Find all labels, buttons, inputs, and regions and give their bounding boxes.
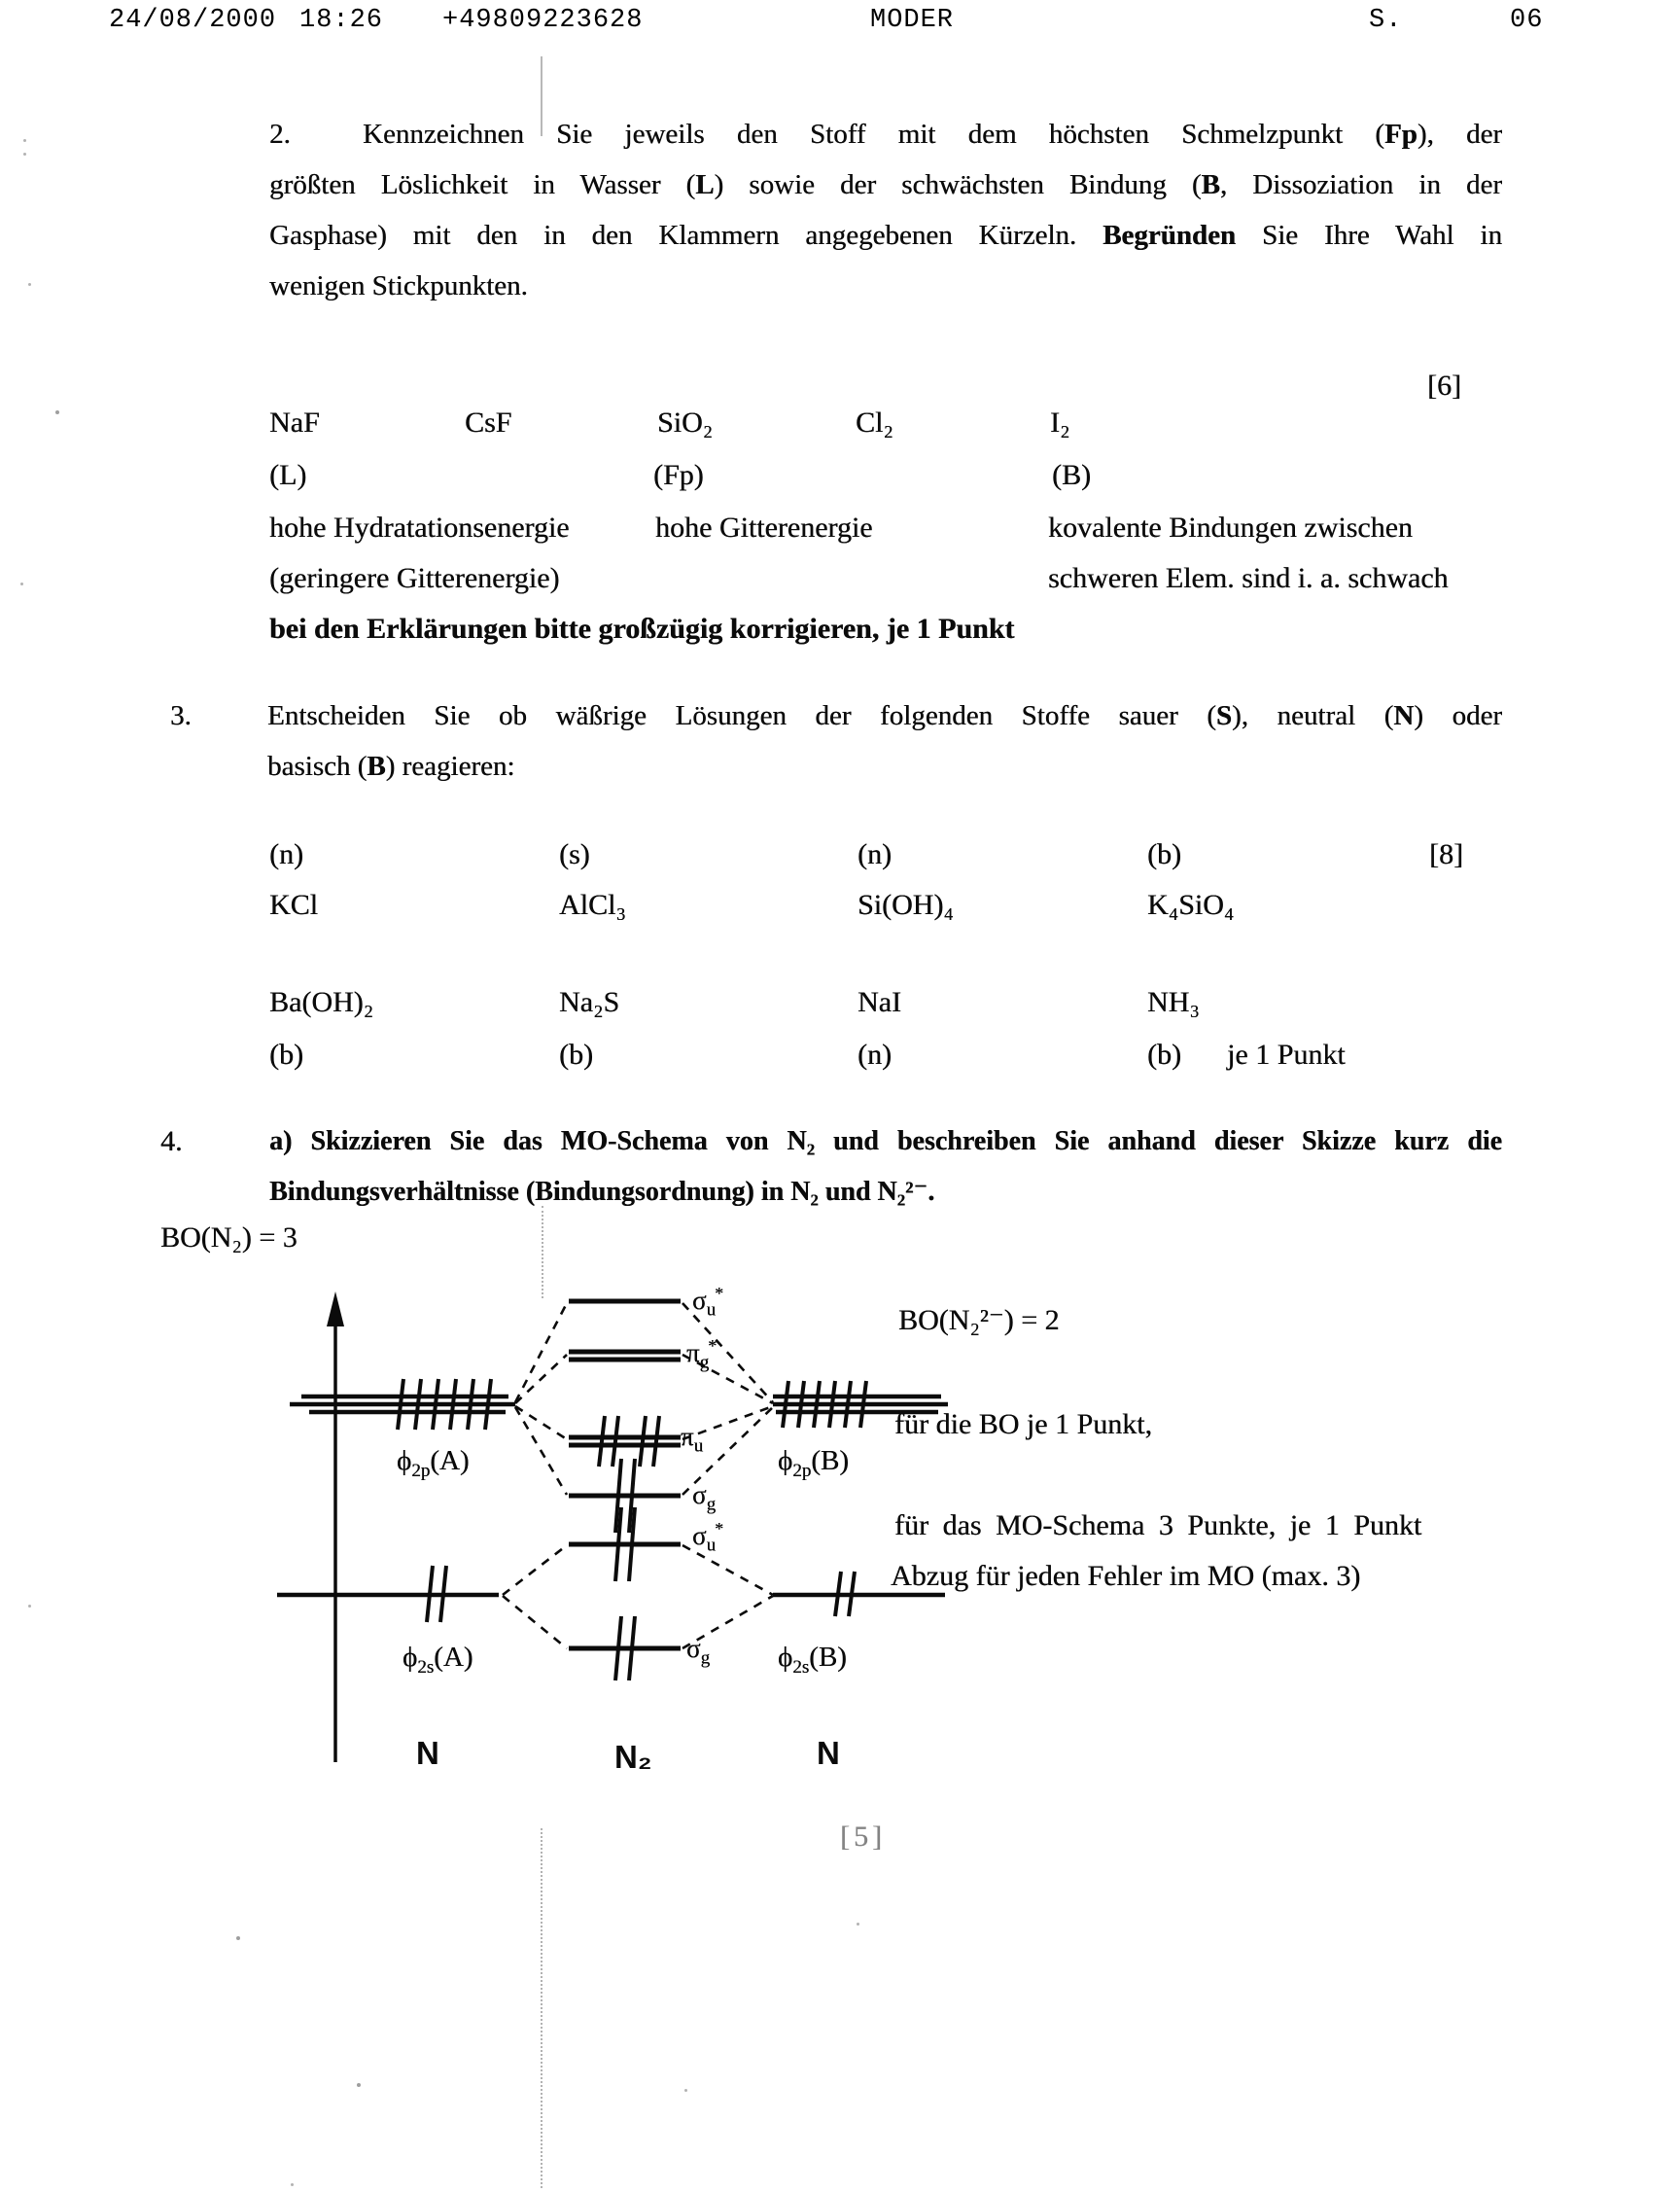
substance-sio2: SiO₂ bbox=[657, 407, 714, 439]
grid-r4c2: (b) bbox=[559, 1039, 593, 1071]
scan-artifact bbox=[541, 56, 542, 136]
greek-base: σ bbox=[692, 1521, 707, 1550]
q3-line-1 bbox=[267, 690, 1502, 741]
fax-page-number: 06 bbox=[1510, 6, 1544, 35]
grid-r2c1: KCl bbox=[269, 889, 319, 921]
substance-naf: NaF bbox=[269, 407, 320, 439]
orbital-sub: u bbox=[706, 1299, 717, 1321]
label-pi-g-star bbox=[686, 1336, 717, 1373]
text-segment-bold: B bbox=[1201, 169, 1220, 200]
q3-line-2 bbox=[267, 741, 1502, 792]
orbital-sub: g bbox=[700, 1647, 711, 1669]
scan-artifact bbox=[236, 1936, 240, 1940]
electron-arrows bbox=[398, 1379, 866, 1680]
expl-col1-line1: hohe Hydratationsenergie bbox=[269, 512, 570, 544]
orbital-sub: g bbox=[706, 1494, 717, 1515]
q3-number: 3. bbox=[170, 700, 192, 731]
text-segment-bold: Begründen bbox=[1102, 220, 1237, 251]
label-phi-2s-A bbox=[402, 1642, 472, 1679]
correlation-dashes bbox=[503, 1303, 773, 1648]
expl-col1-line2: (geringere Gitterenergie) bbox=[269, 562, 560, 594]
atom-ref: (A) bbox=[430, 1445, 470, 1476]
greek-base: σ bbox=[686, 1634, 701, 1663]
text-segment-bold: S bbox=[1215, 700, 1233, 731]
question-2-paragraph bbox=[269, 109, 1502, 311]
orbital-sub: g bbox=[699, 1352, 710, 1373]
grid-r3c2: Na₂S bbox=[559, 986, 620, 1018]
q2-points-badge: [6] bbox=[1427, 370, 1461, 402]
q4-bo-n2: BO(N₂) = 3 bbox=[160, 1221, 298, 1254]
orbital-sub: u bbox=[706, 1535, 717, 1556]
text-segment: a) Skizzieren Sie das MO-Schema von N₂ und beschreiben Sie anhand dieser Skizze kurz die bbox=[269, 1126, 1502, 1156]
text-segment: ) reagieren: bbox=[385, 751, 515, 782]
text-segment: wenigen Stickpunkten. bbox=[269, 270, 528, 301]
orbital-sub: 2p bbox=[792, 1460, 812, 1481]
atom-ref: (B) bbox=[809, 1642, 847, 1673]
deduction-note: Abzug für jeden Fehler im MO (max. 3) bbox=[891, 1560, 1361, 1592]
substance-cl2: Cl₂ bbox=[856, 407, 893, 439]
orbital-sub: 2p bbox=[411, 1460, 431, 1481]
grid-r1c1: (n) bbox=[269, 838, 303, 870]
greek-base: σ bbox=[692, 1480, 707, 1509]
text-segment: Gasphase) mit den in den Klammern angegebenen Kürzeln. bbox=[269, 220, 1103, 251]
atom-ref: (B) bbox=[811, 1445, 849, 1476]
label-pi-u bbox=[681, 1422, 703, 1457]
fax-phone: +49809223628 bbox=[442, 6, 644, 35]
q2-number: 2. bbox=[269, 119, 291, 150]
atom-label-N-right: N bbox=[817, 1735, 840, 1771]
text-segment: größten Löslichkeit in Wasser ( bbox=[269, 169, 696, 200]
q4-number: 4. bbox=[160, 1125, 183, 1157]
label-sigma-g-2p bbox=[692, 1480, 716, 1515]
expl-col3-line1: kovalente Bindungen zwischen bbox=[1048, 512, 1413, 544]
text-segment-bold: L bbox=[695, 169, 715, 200]
mo-diagram bbox=[272, 1264, 953, 1770]
atom-label-N-left: N bbox=[416, 1735, 439, 1771]
text-segment: ) oder bbox=[1414, 700, 1502, 731]
grid-r2c3: Si(OH)₄ bbox=[858, 889, 954, 921]
grid-r2c4: K₄SiO₄ bbox=[1147, 889, 1235, 921]
scan-artifact bbox=[357, 2083, 361, 2087]
label-sigma-u-star-2s bbox=[692, 1519, 723, 1556]
question-3-paragraph bbox=[170, 690, 1502, 792]
label-phi-2p-A bbox=[397, 1445, 470, 1482]
label-sigma-u-star-2p bbox=[692, 1284, 723, 1321]
orbital-sub: 2s bbox=[792, 1656, 810, 1678]
mo-level-lines bbox=[569, 1301, 681, 1648]
q3-points-badge: [8] bbox=[1429, 838, 1463, 870]
grid-r4c4: (b) bbox=[1147, 1039, 1181, 1071]
scan-artifact bbox=[23, 153, 26, 156]
orbital-sup: * bbox=[715, 1284, 724, 1303]
scan-artifact bbox=[684, 2089, 687, 2092]
label-sigma-g-2s bbox=[686, 1634, 710, 1669]
grid-r4c1: (b) bbox=[269, 1039, 303, 1071]
fax-sender: MODER bbox=[870, 6, 955, 35]
fax-time: 18:26 bbox=[299, 6, 384, 35]
scan-artifact bbox=[23, 139, 26, 142]
text-segment-bold: B bbox=[367, 751, 386, 782]
atom-label-N2: N₂ bbox=[614, 1739, 652, 1775]
text-segment: ) sowie der schwächsten Bindung ( bbox=[714, 169, 1202, 200]
greek-base: ϕ bbox=[778, 1445, 793, 1476]
q2-line-1 bbox=[269, 109, 1502, 159]
scan-artifact bbox=[28, 1605, 31, 1608]
scan-artifact bbox=[541, 1828, 542, 2188]
greek-base: σ bbox=[692, 1286, 707, 1315]
scan-artifact bbox=[55, 410, 59, 414]
grid-r1c4: (b) bbox=[1147, 838, 1181, 870]
q4-line-2 bbox=[269, 1167, 1502, 1218]
text-segment: Kennzeichnen Sie jeweils den Stoff mit dem höchsten Schmelzpunkt ( bbox=[363, 119, 1384, 150]
orbital-sub: 2s bbox=[417, 1656, 435, 1678]
scan-artifact bbox=[542, 1206, 543, 1298]
scan-artifact bbox=[28, 283, 31, 286]
q2-line-3 bbox=[269, 210, 1502, 261]
q4-line-1 bbox=[269, 1116, 1502, 1167]
q2-line-4 bbox=[269, 261, 1502, 311]
text-segment: Sie Ihre Wahl in bbox=[1236, 220, 1502, 251]
expl-col2-line1: hohe Gitterenergie bbox=[655, 512, 873, 544]
bo-points-note: für die BO je 1 Punkt, bbox=[894, 1408, 1152, 1440]
schema-points-note: für das MO-Schema 3 Punkte, je 1 Punkt bbox=[894, 1509, 1422, 1541]
energy-axis-arrow bbox=[327, 1291, 344, 1762]
q2-line-2 bbox=[269, 159, 1502, 210]
substance-i2: I₂ bbox=[1050, 407, 1070, 439]
q2-grading-note: bei den Erklärungen bitte großzügig korrigieren, je 1 Punkt bbox=[269, 613, 1015, 645]
question-4-paragraph bbox=[160, 1116, 1502, 1218]
fax-date: 24/08/2000 bbox=[109, 6, 277, 35]
greek-base: ϕ bbox=[402, 1642, 418, 1673]
label-phi-2p-B bbox=[778, 1445, 849, 1482]
grid-r1c2: (s) bbox=[559, 838, 590, 870]
mark-fp: (Fp) bbox=[653, 459, 704, 491]
scan-artifact bbox=[857, 1923, 859, 1926]
orbital-sup: * bbox=[708, 1336, 718, 1356]
greek-base: π bbox=[681, 1422, 694, 1451]
greek-base: ϕ bbox=[778, 1642, 793, 1673]
substance-csf: CsF bbox=[465, 407, 512, 439]
text-segment: ), der bbox=[1417, 119, 1502, 150]
scan-artifact bbox=[291, 2183, 294, 2186]
mark-l: (L) bbox=[269, 459, 307, 491]
scan-artifact bbox=[20, 583, 23, 585]
orbital-sub: u bbox=[693, 1435, 704, 1457]
text-segment: Bindungsverhältnisse (Bindungsordnung) in N₂ und N₂²⁻. bbox=[269, 1177, 935, 1207]
mark-b: (B) bbox=[1052, 459, 1091, 491]
grid-note: je 1 Punkt bbox=[1227, 1039, 1346, 1071]
fax-page-label: S. bbox=[1369, 6, 1403, 35]
text-segment-bold: N bbox=[1393, 700, 1415, 731]
orbital-sup: * bbox=[715, 1519, 724, 1538]
text-segment: , Dissoziation in der bbox=[1219, 169, 1502, 200]
greek-base: π bbox=[686, 1338, 700, 1367]
grid-r3c3: NaI bbox=[858, 986, 901, 1018]
text-segment-bold: Fp bbox=[1383, 119, 1418, 150]
q4-points-badge: [5] bbox=[840, 1821, 886, 1853]
grid-r1c3: (n) bbox=[858, 838, 892, 870]
text-segment: ), neutral ( bbox=[1232, 700, 1394, 731]
greek-base: ϕ bbox=[397, 1445, 412, 1476]
label-phi-2s-B bbox=[778, 1642, 847, 1679]
grid-r3c1: Ba(OH)₂ bbox=[269, 986, 374, 1018]
text-segment: Entscheiden Sie ob wäßrige Lösungen der folgenden Stoffe sauer ( bbox=[267, 700, 1216, 731]
text-segment: basisch ( bbox=[267, 751, 368, 782]
grid-r2c2: AlCl₃ bbox=[559, 889, 626, 921]
atom-ref: (A) bbox=[434, 1642, 473, 1673]
grid-r4c3: (n) bbox=[858, 1039, 892, 1071]
expl-col3-line2: schweren Elem. sind i. a. schwach bbox=[1048, 562, 1449, 594]
bo-n2-2minus: BO(N₂²⁻) = 2 bbox=[898, 1304, 1060, 1336]
grid-r3c4: NH₃ bbox=[1147, 986, 1200, 1018]
